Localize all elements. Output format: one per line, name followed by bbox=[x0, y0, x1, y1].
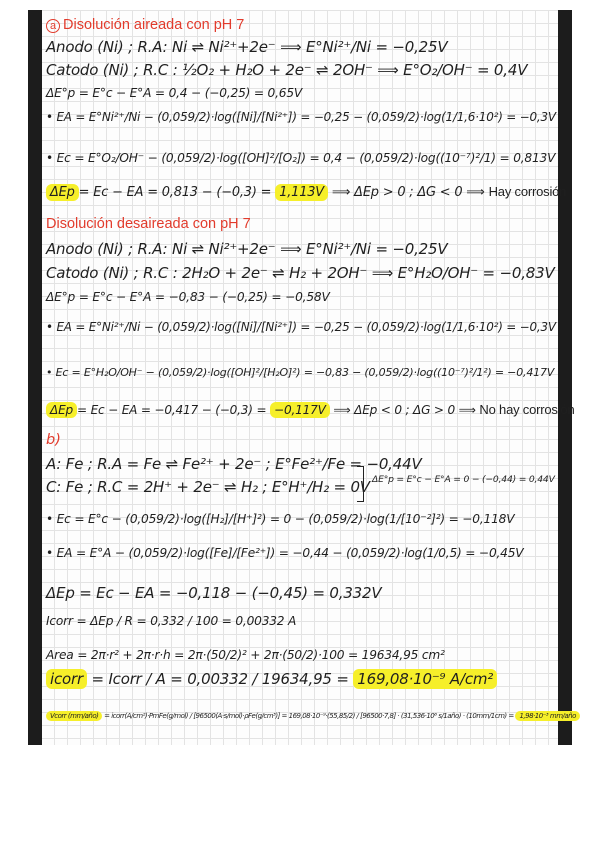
aerated-delta-ep-highlight: ΔEp bbox=[46, 184, 79, 201]
iron-anode-nernst-line: • EA = E°A − (0,059/2)·log([Fe]/[Fe²⁺]) = −0,44 − (0,059/2)·log(1/0,5) = −0,45V bbox=[46, 546, 524, 560]
page-margin-right bbox=[558, 10, 572, 745]
iron-anode-line: A: Fe ; R.A = Fe ⇌ Fe²⁺ + 2e⁻ ; E°Fe²⁺/Fe = −0,44V bbox=[46, 455, 422, 473]
iron-cathode-nernst-line: • Ec = E°c − (0,059/2)·log([H₂]/[H⁺]²) = 0 − (0,059/2)·log(1/[10⁻²]²) = −0,118V bbox=[46, 512, 515, 526]
iron-delta-ep-line: ΔEp = Ec − EA = −0,118 − (−0,45) = 0,332V bbox=[46, 584, 382, 602]
section-b-marker: b) bbox=[46, 432, 61, 448]
section-a-heading: a Disolución aireada con pH 7 bbox=[46, 17, 244, 33]
deaerated-cathode-line: Catodo (Ni) ; R.C : 2H₂O + 2e⁻ ⇌ H₂ + 2OH⁻ ⟹ E°H₂O/OH⁻ = −0,83V bbox=[46, 264, 555, 282]
aerated-cathode-nernst-line: • Ec = E°O₂/OH⁻ − (0,059/2)·log([OH]²/[O₂]) = 0,4 − (0,059/2)·log((10⁻⁷)²/1) = 0,813V bbox=[46, 151, 556, 165]
corrosion-rate-value: 1,98·10⁻³ mm/año bbox=[515, 711, 579, 721]
deaerated-anode-line: Anodo (Ni) ; R.A: Ni ⇌ Ni²⁺+2e⁻ ⟹ E°Ni²⁺/Ni = −0,25V bbox=[46, 240, 448, 258]
aerated-anode-line: Anodo (Ni) ; R.A: Ni ⇌ Ni²⁺+2e⁻ ⟹ E°Ni²⁺/Ni = −0,25V bbox=[46, 38, 448, 56]
deaerated-standard-potential-line: ΔE°p = E°c − E°A = −0,83 − (−0,25) = −0,58V bbox=[46, 290, 330, 304]
deaerated-result-value: −0,117V bbox=[270, 402, 330, 418]
section-a-marker: a bbox=[46, 19, 60, 33]
aerated-result-line: ΔEp = Ec − EA = 0,813 − (−0,3) = 1,113V ⟹ ΔEp > 0 ; ΔG < 0 ⟹ Hay corrosión bbox=[46, 184, 566, 200]
deaerated-conclusion: No hay corrosión bbox=[479, 402, 575, 417]
deaerated-delta-ep-highlight: ΔEp bbox=[46, 402, 77, 418]
current-density-value: 169,08·10⁻⁹ A/cm² bbox=[353, 669, 497, 689]
deaerated-heading: Disolución desaireada con pH 7 bbox=[46, 216, 251, 232]
iron-standard-potential: ΔE°p = E°c − E°A = 0 − (−0,44) = 0,44V bbox=[372, 474, 555, 485]
area-line: Area = 2π·r² + 2π·r·h = 2π·(50/2)² + 2π·(50/2)·100 = 19634,95 cm² bbox=[46, 648, 445, 662]
deaerated-result-line: ΔEp = Ec − EA = −0,417 − (−0,3) = −0,117V ⟹ ΔEp < 0 ; ΔG > 0 ⟹ No hay corrosión bbox=[46, 402, 574, 417]
aerated-cathode-line: Catodo (Ni) ; R.C : ½O₂ + H₂O + 2e⁻ ⇌ 2OH⁻ ⟹ E°O₂/OH⁻ = 0,4V bbox=[46, 61, 528, 79]
reaction-brace bbox=[357, 466, 364, 502]
iron-cathode-line: C: Fe ; R.C = 2H⁺ + 2e⁻ ⇌ H₂ ; E°H⁺/H₂ = 0V bbox=[46, 478, 370, 496]
aerated-anode-nernst-line: • EA = E°Ni²⁺/Ni − (0,059/2)·log([Ni]/[Ni²⁺]) = −0,25 − (0,059/2)·log(1/1,6·10²) = −0,3V bbox=[46, 110, 556, 124]
corrosion-current-line: Icorr = ΔEp / R = 0,332 / 100 = 0,00332 A bbox=[46, 614, 297, 628]
current-density-label: icorr bbox=[46, 669, 87, 689]
aerated-result-value: 1,113V bbox=[275, 184, 328, 201]
aerated-conclusion: Hay corrosión bbox=[488, 184, 567, 199]
aerated-standard-potential-line: ΔE°p = E°c − E°A = 0,4 − (−0,25) = 0,65V bbox=[46, 86, 303, 100]
corrosion-rate-label: Vcorr (mm/año) bbox=[46, 711, 102, 721]
corrosion-rate-line: Vcorr (mm/año) = icorr(A/cm²)·PmFe(g/mol) / [96500(A·s/mol)·ρFe(g/cm³)] = 169,08·10⁻⁹·(55,85/2) / [96500·7,8] · (31,536·10⁶ s/1año) · (10mm/1cm) = 1,98·10⁻³ mm/año bbox=[46, 712, 580, 720]
deaerated-cathode-nernst-line: • Ec = E°H₂O/OH⁻ − (0,059/2)·log([OH]²/[H₂O]²) = −0,83 − (0,059/2)·log((10⁻⁷)²/1²) = −0,417V bbox=[46, 366, 555, 379]
page-margin-left bbox=[28, 10, 42, 745]
deaerated-anode-nernst-line: • EA = E°Ni²⁺/Ni − (0,059/2)·log([Ni]/[Ni²⁺]) = −0,25 − (0,059/2)·log(1/1,6·10²) = −0,3V bbox=[46, 320, 556, 334]
current-density-line: icorr = Icorr / A = 0,00332 / 19634,95 = 169,08·10⁻⁹ A/cm² bbox=[46, 670, 497, 688]
